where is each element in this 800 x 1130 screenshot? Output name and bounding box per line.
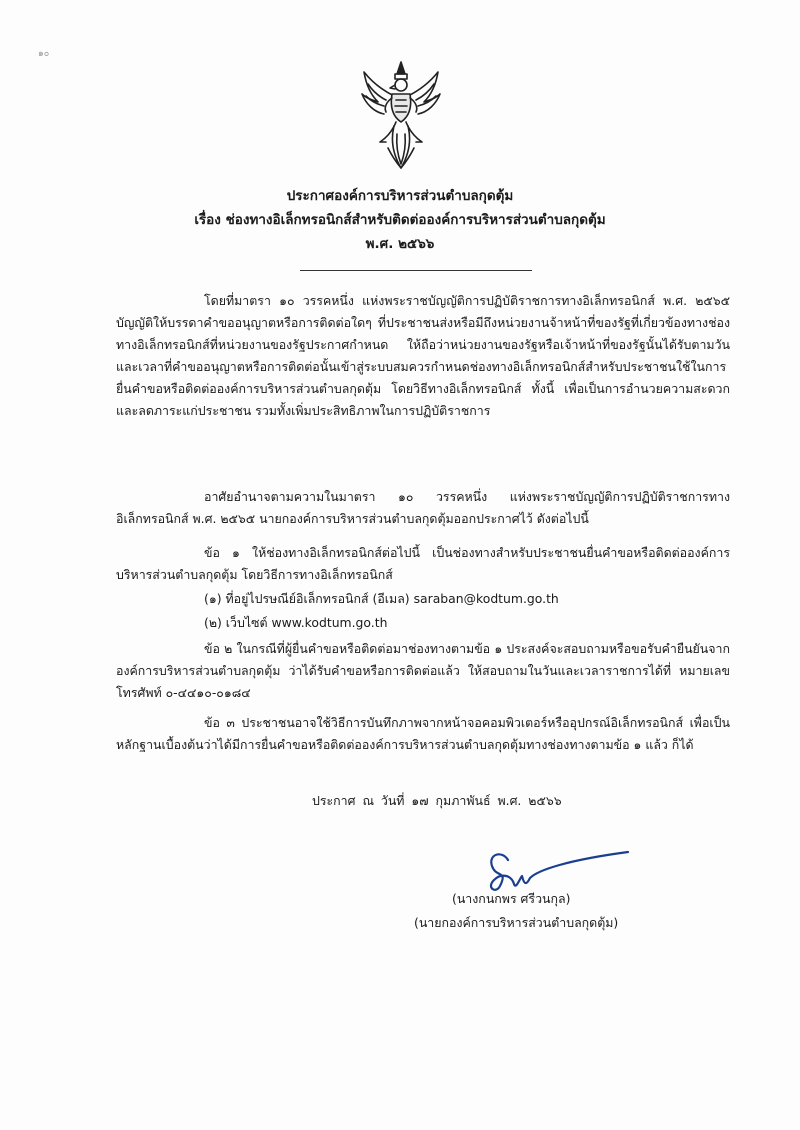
announcement-title: ประกาศองค์การบริหารส่วนตำบลกุดตุ้ม (286, 188, 514, 204)
paragraph-authority: อาศัยอำนาจตามความในมาตรา ๑๐ วรรคหนึ่ง แห่งพระราชบัญญัติการปฏิบัติราชการทางอิเล็กทรอนิกส์ พ.ศ. ๒๕๖๕ นายกองค์การบริหารส่วนตำบลกุดตุ้มออกประกาศไว้ ดังต่อไปนี้ (116, 489, 730, 526)
clause-1-item-email: (๑) ที่อยู่ไปรษณีย์อิเล็กทรอนิกส์ (อีเมล) saraban@kodtum.go.th (204, 591, 559, 606)
announcement-subject: เรื่อง ช่องทางอิเล็กทรอนิกส์สำหรับติดต่อองค์การบริหารส่วนตำบลกุดตุ้ม (194, 212, 606, 228)
signer-name: (นางกนกพร ศรีวนกุล) (452, 891, 571, 906)
title-divider (300, 270, 532, 271)
announcement-year: พ.ศ. ๒๕๖๖ (365, 236, 435, 252)
announcement-date: ประกาศ ณ วันที่ ๑๗ กุมภาพันธ์ พ.ศ. ๒๕๖๖ (312, 793, 562, 808)
paragraph-preamble: โดยที่มาตรา ๑๐ วรรคหนึ่ง แห่งพระราชบัญญัติการปฏิบัติราชการทางอิเล็กทรอนิกส์ พ.ศ. ๒๕๖๕ บัญญัติให้บรรดาคำขออนุญาตหรือการติดต่อใดๆ ที่ประชาชนส่งหรือมีถึงหน่วยงานจ้าหน้าที่ของรัฐที่เกี่ยวข้องทางช่องทางอิเล็กทรอนิกส์ที่หน่วยงานของรัฐประกาศกำหนด ให้ถือว่าหน่วยงานของรัฐหรือเจ้าหน้าที่ของรัฐนั้นได้รับตามวันและเวลาที่คำขออนุญาตหรือการติดต่อนั้นเข้าสู่ระบบสมควรกำหนดช่องทางอิเล็กทรอนิกส์สำหรับประชาชนใช้ในการยื่นคำขอหรือติดต่อองค์การบริหารส่วนตำบลกุดตุ้ม โดยวิธีทางอิเล็กทรอนิกส์ ทั้งนี้ เพื่อเป็นการอำนวยความสะดวกและลดภาระแก่ประชาชน รวมทั้งเพิ่มประสิทธิภาพในการปฏิบัติราชการ (116, 293, 730, 418)
paragraph-clause-1: ข้อ ๑ ให้ช่องทางอิเล็กทรอนิกส์ต่อไปนี้ เป็นช่องทางสำหรับประชาชนยื่นคำขอหรือติดต่อองค์การบริหารส่วนตำบลกุดตุ้ม โดยวิธีการทางอิเล็กทรอนิกส์ (116, 545, 730, 582)
paragraph-clause-3: ข้อ ๓ ประชาชนอาจใช้วิธีการบันทึกภาพจากหน้าจอคอมพิวเตอร์หรืออุปกรณ์อิเล็กทรอนิกส์ เพื่อเป็นหลักฐานเบื้องต้นว่าได้มีการยื่นคำขอหรือติดต่อองค์การบริหารส่วนตำบลกุดตุ้มทางช่องทางตามข้อ ๑ แล้ว ก็ได้ (116, 715, 730, 752)
clause-1-item-website: (๒) เว็บไซต์ www.kodtum.go.th (204, 615, 388, 630)
signer-title: (นายกองค์การบริหารส่วนตำบลกุดตุ้ม) (414, 915, 619, 930)
paragraph-clause-2: ข้อ ๒ ในกรณีที่ผู้ยื่นคำขอหรือติดต่อมาช่องทางตามข้อ ๑ ประสงค์จะสอบถามหรือขอรับคำยืนยันจากองค์การบริหารส่วนตำบลกุดตุ้ม ว่าได้รับคำขอหรือการติดต่อแล้ว ให้สอบถามในวันและเวลาราชการได้ที่ หมายเลขโทรศัพท์ ๐-๔๔๑๐-๐๑๘๔ (116, 641, 730, 700)
page-corner-mark: ๑๐ (38, 49, 50, 59)
garuda-emblem-icon (356, 60, 446, 172)
